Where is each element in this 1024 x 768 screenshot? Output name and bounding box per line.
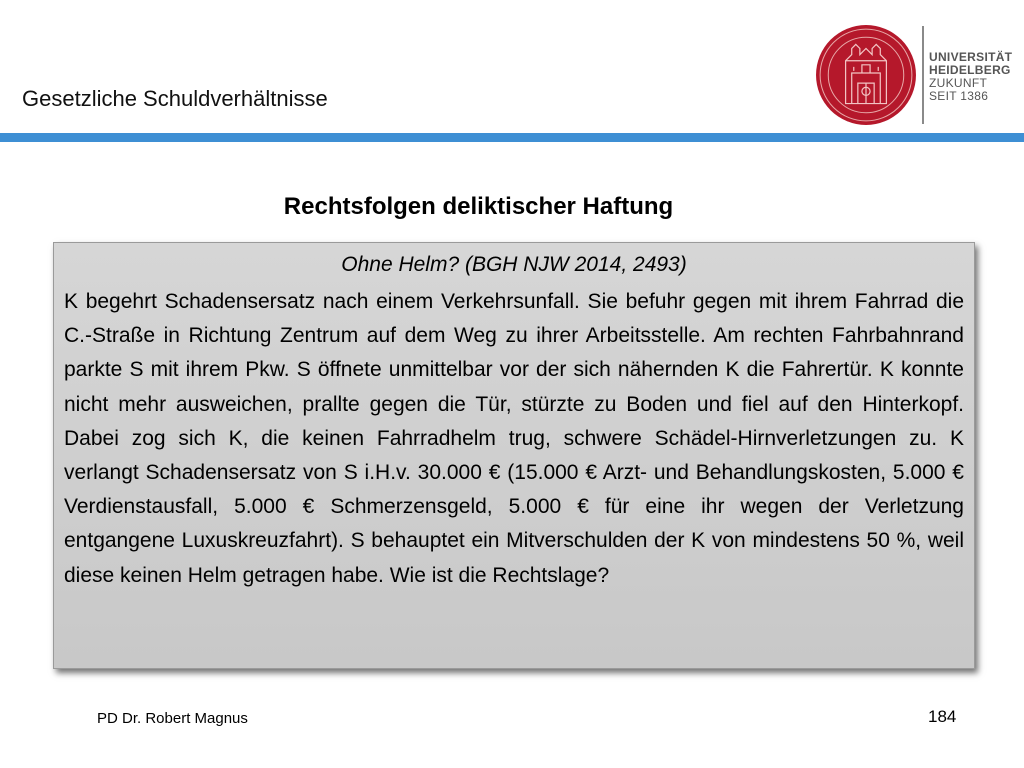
header-title: Gesetzliche Schuldverhältnisse (22, 86, 328, 111)
university-seal-icon (815, 24, 917, 126)
logo-line-4: SEIT 1386 (929, 89, 989, 103)
page-number: 184 (928, 707, 957, 726)
footer-author: PD Dr. Robert Magnus (97, 710, 248, 727)
logo-divider (922, 26, 924, 124)
logo-line-1: UNIVERSITÄT (929, 50, 1013, 64)
logo-line-2: HEIDELBERG (929, 63, 1011, 77)
logo-line-3: ZUKUNFT (929, 76, 988, 90)
case-title: Ohne Helm? (BGH NJW 2014, 2493) (341, 253, 687, 276)
case-text: K begehrt Schadensersatz nach einem Verkehrsunfall. Sie befuhr gegen mit ihrem Fahrrad die C.-Straße in Richtung Zentrum auf dem Weg zu ihrer Arbeitsstelle. Am rechten Fahrbahnrand parkte S mit ihrem Pkw. S öffnete unmittelbar vor der sich nähernden K die Fahrertür. K konnte nicht mehr ausweichen, prallte gegen die Tür, stürzte zu Boden und fiel auf den Hinterkopf. Dabei zog sich K, die keinen Fahrradhelm trug, schwere Schädel-Hirnverletzungen zu. K verlangt Schadensersatz von S i.H.v. 30.000 € (15.000 € Arzt- und Behandlungskosten, 5.000 € Verdienstausfall, 5.000 € Schmerzensgeld, 5.000 € für eine ihr wegen der Verletzung entgangene Luxuskreuzfahrt). S behauptet ein Mitverschulden der K von mindestens 50 %, weil diese keinen Helm getragen habe. Wie ist die Rechtslage? (64, 290, 964, 587)
university-logo-text (929, 51, 1012, 103)
header-rule (0, 133, 1024, 142)
case-box (53, 242, 975, 669)
slide-heading: Rechtsfolgen deliktischer Haftung (283, 193, 674, 220)
